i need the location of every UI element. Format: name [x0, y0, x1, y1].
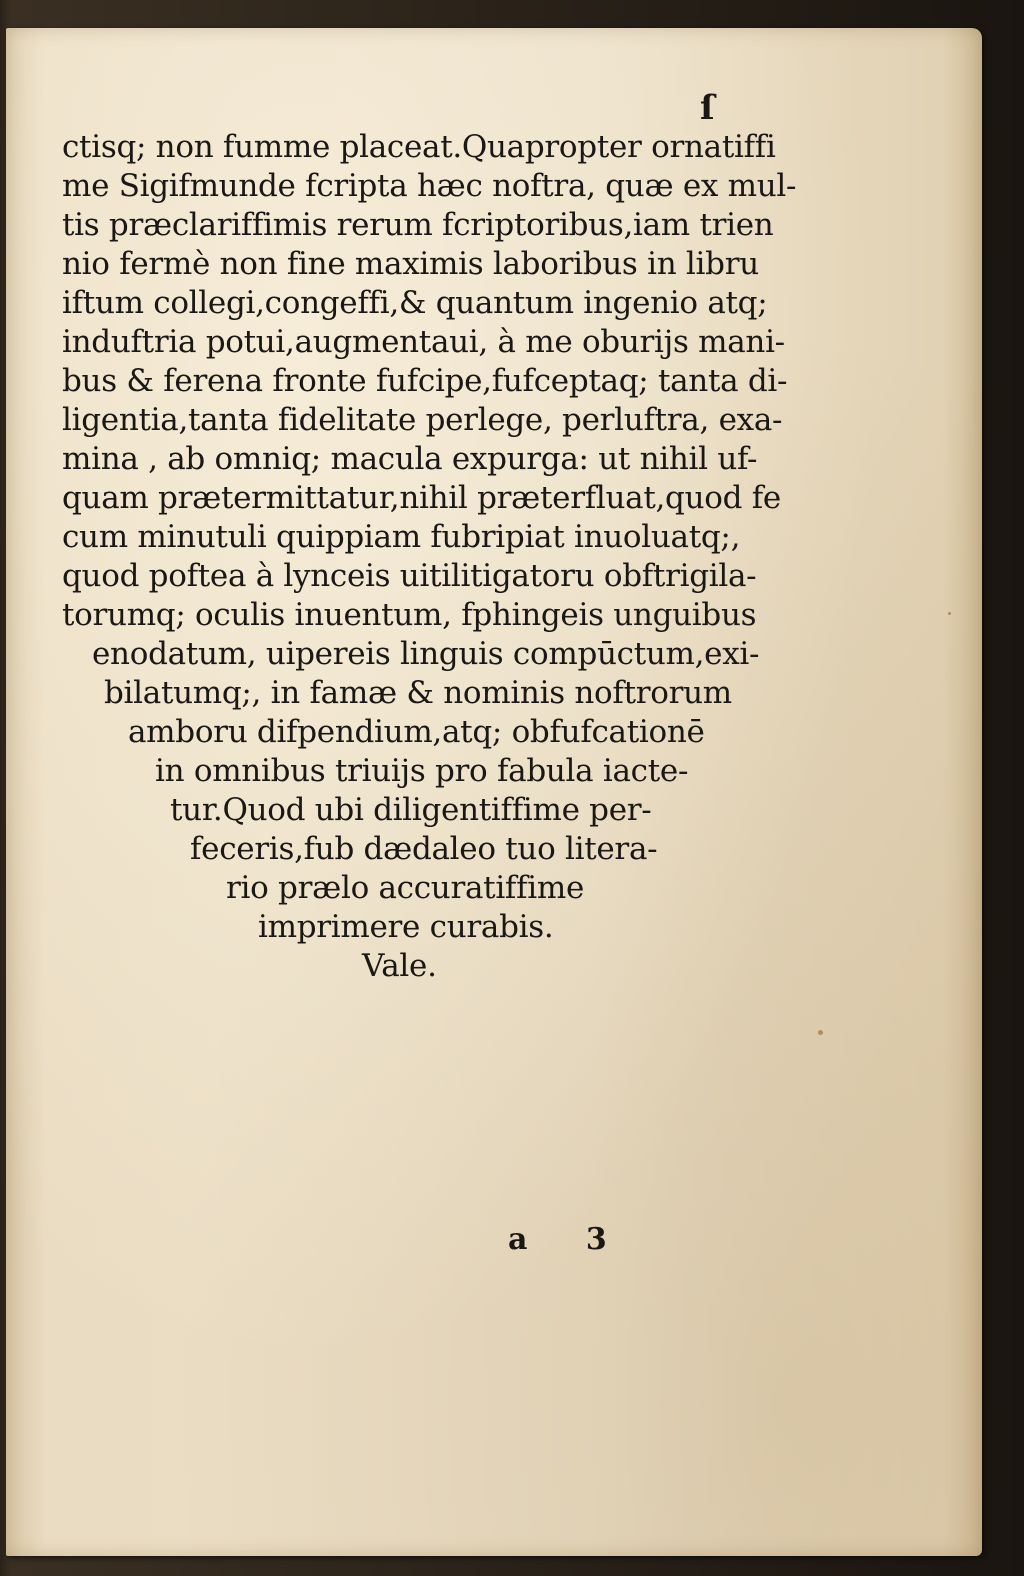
text-line-11: cum minutuli quippiam fubripiat inuoluatq;, [62, 519, 741, 555]
page-corner-mark: ſ [700, 88, 715, 128]
text-line-10: quam prætermittatur,nihil præterfluat,quod fe [62, 480, 781, 516]
text-line-7: bus & ferena fronte fufcipe,fufceptaq; tanta di- [62, 363, 788, 399]
text-line-19: feceris,fub dædaleo tuo litera- [190, 831, 658, 867]
paper-stain [818, 1030, 823, 1035]
text-line-4: nio fermè non fine maximis laboribus in libru [62, 246, 759, 282]
text-line-8: ligentia,tanta fidelitate perlege, perluftra, exa- [62, 402, 783, 438]
text-line-9: mina , ab omniq; macula expurga: ut nihil uf- [62, 441, 758, 477]
signature-mark: a 3 [508, 1222, 631, 1257]
text-line-14: enodatum, uipereis linguis compūctum,exi- [92, 636, 760, 672]
text-line-1: ctisq; non fumme placeat.Quapropter ornatiffi [62, 129, 776, 165]
text-line-20: rio prælo accuratiffime [226, 870, 585, 906]
text-line-21: imprimere curabis. [258, 909, 554, 945]
text-line-15: bilatumq;, in famæ & nominis noftrorum [104, 675, 732, 711]
text-line-6: induftria potui,augmentaui, à me oburijs mani- [62, 324, 785, 360]
text-line-3: tis præclariffimis rerum fcriptoribus,iam trien [62, 207, 774, 243]
text-line-5: iftum collegi,congeffi,& quantum ingenio atq; [62, 285, 768, 321]
text-line-13: torumq; oculis inuentum, fphingeis unguibus [62, 597, 757, 633]
text-line-18: tur.Quod ubi diligentiffime per- [170, 792, 652, 828]
text-line-2: me Sigifmunde fcripta hæc noftra, quæ ex mul- [62, 168, 797, 204]
text-line-16: amboru difpendium,atq; obfufcationē [128, 714, 705, 750]
text-line-17: in omnibus triuijs pro fabula iacte- [155, 753, 689, 789]
paper-stain [948, 612, 951, 615]
text-line-12: quod poftea à lynceis uitilitigatoru obftrigila- [62, 558, 757, 594]
text-line-22: Vale. [362, 948, 437, 984]
